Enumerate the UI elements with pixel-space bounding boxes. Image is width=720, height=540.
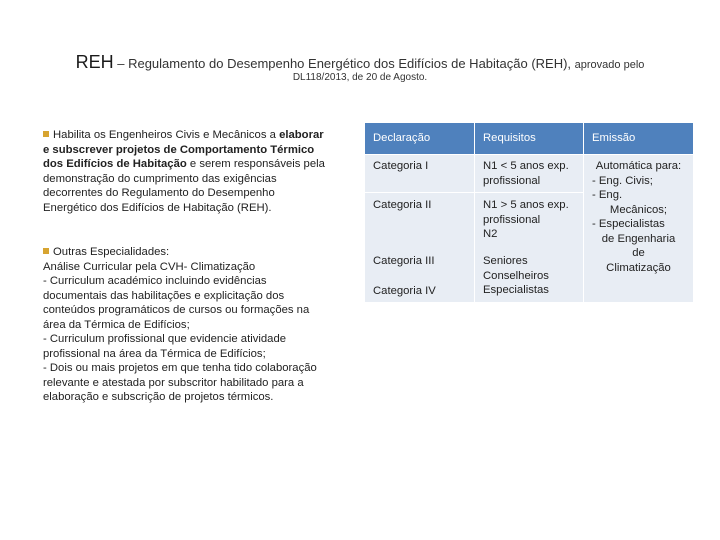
p2-line: - Dois ou mais projetos em que tenha tido colaboração [43,362,317,374]
req-line: N1 < 5 anos exp. [483,160,569,172]
cell-categoria-iv: Categoria IV [365,284,475,302]
cell-requisitos-2 [475,193,584,251]
p1-lead: Habilita os Engenheiros Civis e Mecânicos a [53,129,280,141]
p2-line: documentais das habilitações e explicitação dos [43,289,285,302]
left-column [43,128,353,405]
cell-categoria-ii: Categoria II [365,193,475,251]
req-line: Seniores [483,255,528,267]
paragraph-outras [43,245,353,405]
p2-heading: Outras Especialidades: [53,246,170,258]
page-title [0,52,720,73]
p1-bold2: e subscrever projetos de Comportamento Térmico [43,143,315,156]
cell-categoria-iii: Categoria III [365,250,475,284]
cell-requisitos-3 [475,250,584,302]
req-line: profissional [483,213,541,226]
p2-line: relevante e atestada por subscritor habilitado para a [43,376,304,389]
bullet-square-icon [43,248,49,254]
emissao-line: - Eng. [592,189,623,201]
p2-line: profissional na área da Térmica de Edifícios; [43,347,266,360]
emissao-line: Automática para: [595,160,682,172]
p2-line: área da Térmica de Edifícios; [43,318,190,331]
page-subtitle: DL118/2013, de 20 de Agosto. [292,72,428,83]
cell-categoria-i: Categoria I [365,155,475,193]
categories-table [365,123,693,303]
title-main: – Regulamento do Desempenho Energético dos Edifícios de Habitação (REH), [113,56,575,71]
cell-emissao [584,155,694,303]
emissao-line: - Eng. Civis; [592,174,653,187]
p2-cvh-line: Análise Curricular pela CVH- Climatização [43,260,256,273]
emissao-line: de Engenharia [601,232,676,245]
req-line: Conselheiros [483,269,549,282]
p2-line: - Curriculum profissional que evidencie atividade [43,333,287,345]
p1-rest2: demonstração do cumprimento das exigências [43,172,277,185]
p1-rest3: decorrentes do Regulamento do Desempenho [43,187,275,199]
req-line: profissional [483,174,541,187]
bullet-square-icon [43,131,49,137]
req-line: Especialistas [483,284,549,296]
p1-bold1: elaborar [279,129,324,141]
table-header-row [365,123,693,155]
title-suffix: aprovado pelo [574,59,645,71]
paragraph-reh [43,128,353,215]
title-abbr: REH [75,52,114,72]
header-emissao: Emissão [584,123,694,155]
table-row [365,155,693,193]
p1-bold3: dos Edifícios de Habitação [43,158,187,170]
emissao-line: Climatização [606,261,671,274]
emissao-line: - Especialistas [592,218,665,230]
emissao-line: de [632,247,645,259]
header-declaracao: Declaração [365,123,475,155]
p2-line: elaboração e subscrição de projetos térmicos. [43,391,274,403]
header-requisitos: Requisitos [475,123,584,155]
p2-line: conteúdos programáticos de cursos ou formações na [43,304,310,316]
req-line: N1 > 5 anos exp. [483,199,569,211]
emissao-line: Mecânicos; [609,203,668,216]
p1-rest1: e serem responsáveis pela [186,158,325,170]
p1-rest4: Energético dos Edifícios de Habitação (REH). [43,201,272,214]
p2-line: - Curriculum académico incluindo evidências [43,275,267,287]
cell-requisitos-1 [475,155,584,193]
req-line: N2 [483,228,498,240]
